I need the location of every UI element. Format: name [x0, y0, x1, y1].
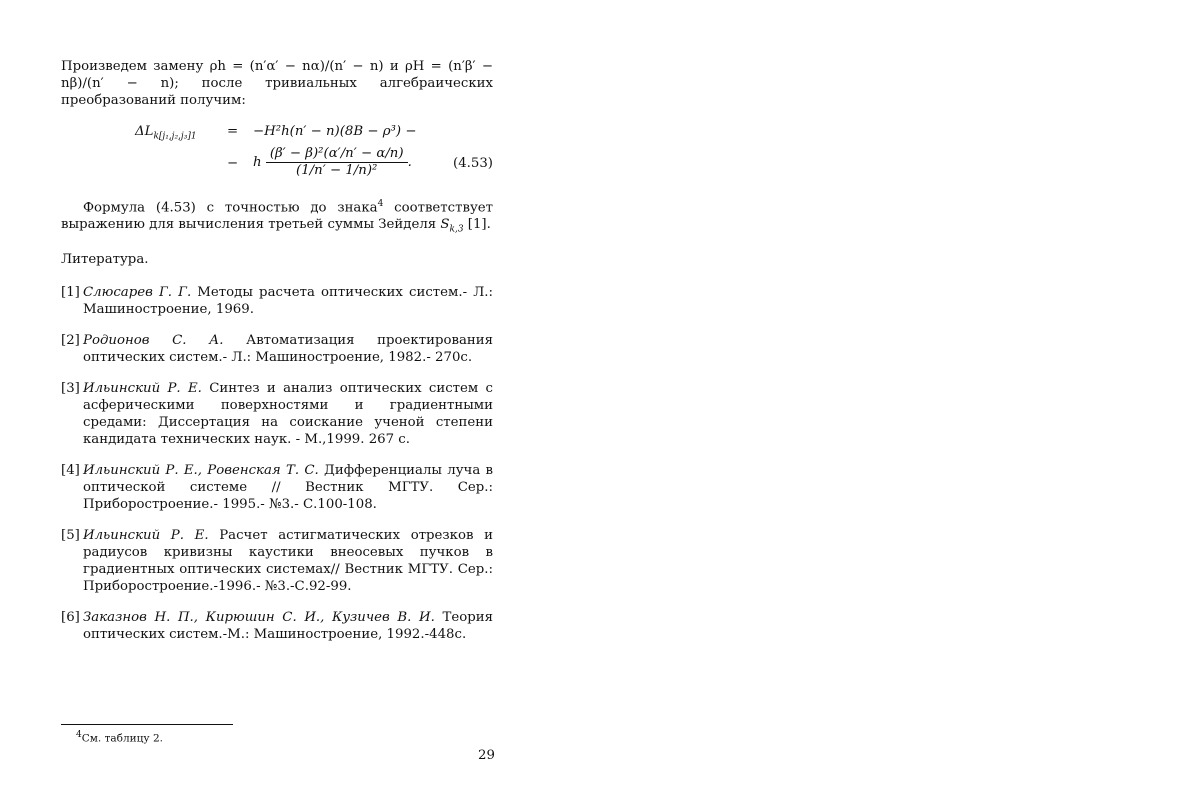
- intro-paragraph: Произведем замену ρh = (n′α′ − nα)/(n′ − n) и ρH = (n′β′ − nβ)/(n′ − n); после тривиальных алгебраических преобразований получим:: [61, 59, 493, 108]
- fraction-numerator: (β′ − β)²(α′/n′ − α/n): [266, 146, 408, 163]
- equation-fraction: [266, 146, 408, 179]
- equation-4-53: [61, 120, 493, 186]
- reference-item: [3] Ильинский Р. Е. Синтез и анализ оптических систем с асферическими поверхностями и градиентными средами: Диссертация на соискание ученой степени кандидата технических наук. - М.,1999. 267 с.: [61, 381, 494, 447]
- page-number: 29: [478, 748, 495, 763]
- footnote: $^4$См. таблицу 2.: [76, 730, 163, 745]
- footnote-marker: 4: [377, 199, 384, 209]
- equation-line-2-minus: −: [227, 156, 239, 171]
- equation-line-2: h $\frac{\text{(β′ − β)²(α′/n′ − α/n)}}{\text{(1/n′ − 1/n)²}}$ .: [253, 146, 412, 178]
- fraction-denominator: (1/n′ − 1/n)²: [296, 163, 378, 178]
- footnote-divider: [61, 724, 233, 725]
- reference-item: [4] Ильинский Р. Е., Ровенская Т. С. Дифференциалы луча в оптической системе // Вестник МГТУ. Сер.: Приборостроение.- 1995.- №3.- С.100-108.: [61, 463, 493, 512]
- reference-item: [1] Слюсарев Г. Г. Методы расчета оптических систем.- Л.: Машиностроение, 1969.: [61, 285, 493, 317]
- equation-lhs: $\Delta L_{k[j_1,j_2,j_3]1}$: [135, 124, 197, 142]
- reference-list: [61, 284, 493, 657]
- formula-remark-paragraph: Формула (4.53) с точностью до знака$^4$ соответствует выражению для вычисления третьей суммы Зейделя $S_{k,3}$ [1].: [61, 199, 493, 236]
- equation-equals: =: [227, 124, 239, 139]
- reference-item: [5] Ильинский Р. Е. Расчет астигматических отрезков и радиусов кривизны каустики внеосевых пучков в градиентных оптических системах// Вестник МГТУ. Сер.: Приборостроение.-1996.- №3.-С.92-99.: [61, 528, 494, 594]
- reference-item: [2] Родионов С. А. Автоматизация проектирования оптических систем.- Л.: Машиностроение, 1982.- 270с.: [61, 333, 493, 365]
- reference-item: [6] Заказнов Н. П., Кирюшин С. И., Кузичев В. И. Теория оптических систем.-М.: Машиностроение, 1992.-448с.: [61, 610, 493, 642]
- equation-line-1: −H²h(n′ − n)(8B − ρ³) −: [253, 124, 417, 139]
- literature-heading: Литература.: [61, 252, 149, 267]
- equation-number: (4.53): [453, 156, 493, 171]
